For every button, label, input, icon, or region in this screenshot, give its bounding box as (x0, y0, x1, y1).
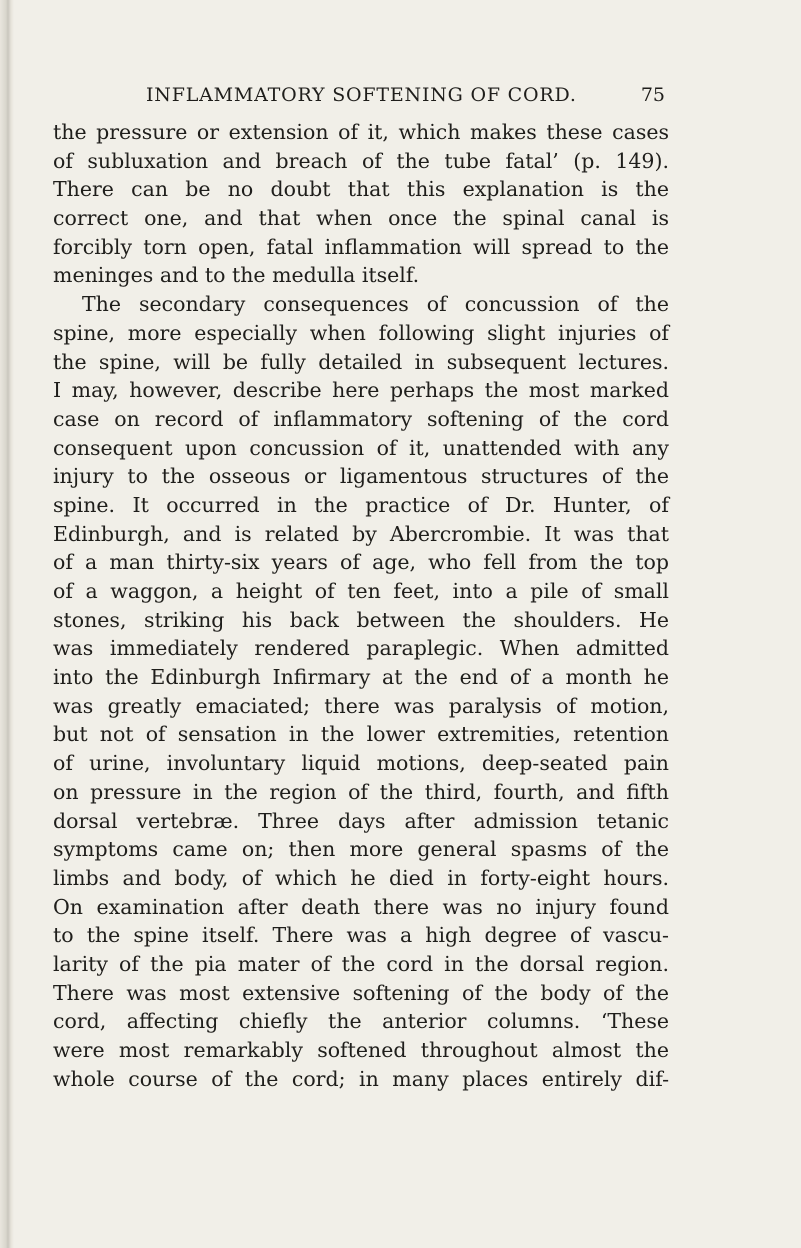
text-line: The secondary consequences of concussion of the (82, 292, 669, 317)
text-line: to the spine itself. There was a high degree of vascu- (53, 923, 669, 948)
text-line: larity of the pia mater of the cord in the dorsal region. (53, 951, 669, 976)
text-line: dorsal vertebræ. Three days after admission tetanic (53, 808, 669, 833)
text-line: Edinburgh, and is related by Abercrombie. It was that (53, 521, 669, 546)
text-line: cord, affecting chiefly the anterior columns. ‘These (53, 1009, 669, 1034)
text-line: On examination after death there was no injury found (53, 894, 669, 919)
text-line: of a waggon, a height of ten feet, into a pile of small (53, 579, 669, 603)
text-line: stones, striking his back between the shoulders. He (53, 607, 669, 632)
book-binding-edge (0, 0, 14, 1248)
text-line: forcibly torn open, fatal inflammation will spread to the (53, 234, 669, 259)
text-line: case on record of inflammatory softening of the cord (53, 406, 669, 431)
text-line: spine, more especially when following slight injuries of (53, 320, 669, 345)
text-line: into the Edinburgh Infirmary at the end of a month he (53, 665, 669, 690)
text-line: meninges and to the medulla itself. (53, 263, 420, 288)
text-line: but not of sensation in the lower extremities, retention (53, 722, 669, 747)
text-line: the pressure or extension of it, which makes these cases (53, 120, 669, 144)
page-number: 75 (640, 84, 665, 106)
text-line: was greatly emaciated; there was paralysis of motion, (53, 693, 669, 718)
text-line: of subluxation and breach of the tube fatal’ (p. 149). (53, 148, 669, 173)
text-line: whole course of the cord; in many places entirely dif- (53, 1066, 669, 1091)
text-line: the spine, will be fully detailed in subsequent lectures. (53, 349, 669, 374)
text-line: symptoms came on; then more general spasms of the (53, 837, 669, 862)
text-line: of urine, involuntary liquid motions, deep-seated pain (53, 751, 669, 776)
page-header (146, 84, 665, 112)
text-line: injury to the osseous or ligamentous structures of the (53, 464, 669, 489)
text-line: There can be no doubt that this explanation is the (53, 177, 669, 202)
running-title: INFLAMMATORY SOFTENING OF CORD. (146, 84, 577, 106)
text-line: I may, however, describe here perhaps the most marked (53, 378, 669, 403)
text-line: spine. It occurred in the practice of Dr. Hunter, of (53, 492, 669, 517)
text-line: There was most extensive softening of the body of the (53, 980, 669, 1005)
text-line: was immediately rendered paraplegic. When admitted (53, 636, 669, 661)
body-text (53, 118, 669, 1093)
text-line: on pressure in the region of the third, fourth, and fifth (53, 779, 669, 804)
text-line: of a man thirty-six years of age, who fell from the top (53, 550, 669, 575)
text-line: consequent upon concussion of it, unattended with any (53, 435, 669, 460)
text-line: correct one, and that when once the spinal canal is (53, 206, 669, 231)
text-line: were most remarkably softened throughout almost the (53, 1038, 669, 1062)
text-line: limbs and body, of which he died in forty-eight hours. (53, 865, 669, 890)
